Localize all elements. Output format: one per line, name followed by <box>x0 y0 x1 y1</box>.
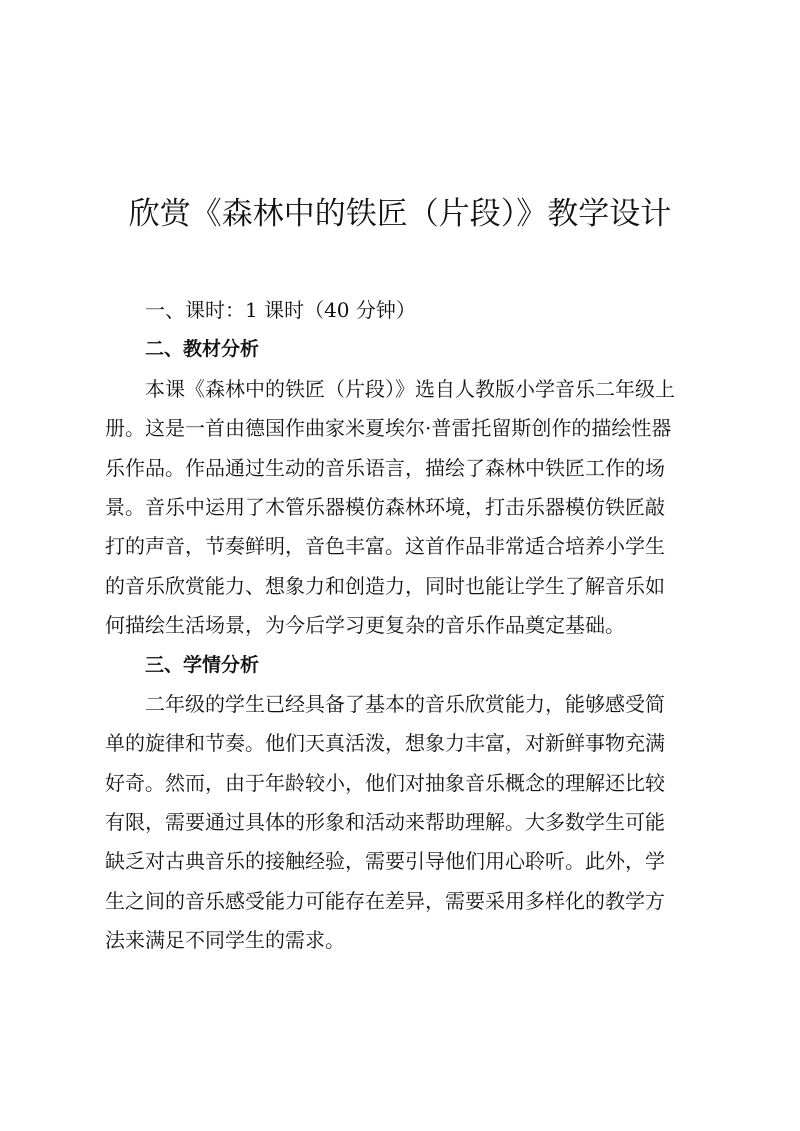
paragraph-line: 缺乏对古典音乐的接触经验，需要引导他们用心聆听。此外，学 <box>105 849 665 874</box>
paragraph-line: 景。音乐中运用了木管乐器模仿森林环境，打击乐器模仿铁匠敲 <box>105 494 665 519</box>
section-heading-students: 三、学情分析 <box>145 653 260 676</box>
paragraph-line: 册。这是一首由德国作曲家米夏埃尔·普雷托留斯创作的描绘性器 <box>105 416 672 441</box>
document-body <box>105 291 675 961</box>
paragraph-line: 法来满足不同学生的需求。 <box>105 928 345 953</box>
paragraph-line: 本课《森林中的铁匠（片段）》选自人教版小学音乐二年级上 <box>145 376 675 401</box>
paragraph-line: 的音乐欣赏能力、想象力和创造力，同时也能让学生了解音乐如 <box>105 573 665 598</box>
paragraph-line: 二年级的学生已经具备了基本的音乐欣赏能力，能够感受简 <box>145 691 665 716</box>
paragraph-line: 有限，需要通过具体的形象和活动来帮助理解。大多数学生可能 <box>105 810 665 835</box>
paragraph-line: 生之间的音乐感受能力可能存在差异，需要采用多样化的教学方 <box>105 888 665 913</box>
paragraph-line: 好奇。然而，由于年龄较小，他们对抽象音乐概念的理解还比较 <box>105 770 665 795</box>
paragraph-line: 何描绘生活场景，为今后学习更复杂的音乐作品奠定基础。 <box>105 613 625 638</box>
paragraph-line: 打的声音，节奏鲜明，音色丰富。这首作品非常适合培养小学生 <box>105 534 665 559</box>
paragraph-line: 单的旋律和节奏。他们天真活泼，想象力丰富，对新鲜事物充满 <box>105 731 665 756</box>
lesson-time: 一、课时：1 课时（40 分钟） <box>145 298 416 322</box>
paragraph-line: 乐作品。作品通过生动的音乐语言，描绘了森林中铁匠工作的场 <box>105 455 665 480</box>
document-title: 欣赏《森林中的铁匠（片段）》教学设计 <box>128 196 672 232</box>
section-heading-material: 二、教材分析 <box>145 338 260 361</box>
